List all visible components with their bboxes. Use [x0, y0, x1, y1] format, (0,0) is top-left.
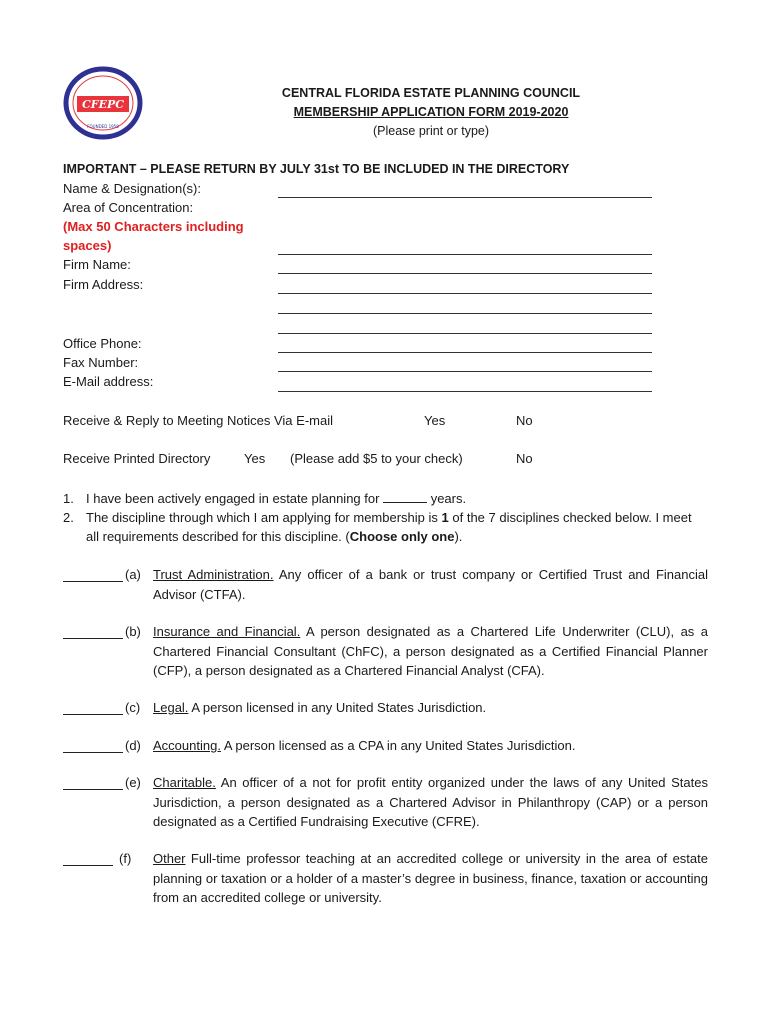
discipline-blank[interactable] — [63, 777, 123, 790]
firm-address-label: Firm Address: — [63, 277, 144, 292]
firm-address-field-1[interactable] — [278, 293, 652, 294]
name-label: Name & Designation(s): — [63, 181, 201, 196]
discipline-blank[interactable] — [63, 626, 123, 639]
area-field[interactable] — [278, 254, 652, 255]
printed-directory-no[interactable]: No — [516, 451, 533, 466]
council-logo — [63, 66, 143, 140]
office-phone-field[interactable] — [278, 352, 652, 353]
council-title: CENTRAL FLORIDA ESTATE PLANNING COUNCIL — [281, 86, 581, 100]
area-note: (Max 50 Characters including — [63, 219, 244, 234]
svg-text:CFEPC: CFEPC — [82, 98, 124, 111]
discipline-charitable: (e) Charitable. An officer of a not for profit entity organized under the laws of any United States Jurisdiction, a person designated as a Chartered Advisor in Philanthropy (CAP) or a person designated as a Certified Fundraising Executive (CFRE). — [63, 773, 708, 832]
firm-address-field-3[interactable] — [278, 333, 652, 334]
office-phone-label: Office Phone: — [63, 336, 142, 351]
svg-text:FOUNDED 1958: FOUNDED 1958 — [87, 124, 119, 129]
years-field[interactable] — [383, 490, 427, 503]
print-note: (Please print or type) — [372, 124, 490, 138]
meeting-notices-no[interactable]: No — [516, 413, 533, 428]
email-field[interactable] — [278, 391, 652, 392]
firm-name-field[interactable] — [278, 273, 652, 274]
discipline-blank[interactable] — [63, 853, 113, 866]
discipline-accounting: (d) Accounting. A person licensed as a CPA in any United States Jurisdiction. — [63, 736, 708, 756]
statement-2: 2. The discipline through which I am applying for membership is 1 of the 7 disciplines checked below. I meet all requirements described for this discipline. (Choose only one). — [63, 510, 692, 544]
form-title: MEMBERSHIP APPLICATION FORM 2019-2020 — [293, 105, 569, 119]
printed-directory-yes[interactable]: Yes — [244, 451, 266, 466]
discipline-blank[interactable] — [63, 702, 123, 715]
meeting-notices-yes[interactable]: Yes — [424, 413, 446, 428]
discipline-trust: (a) Trust Administration. Any officer of a bank or trust company or Certified Trust and Financial Advisor (CTFA). — [63, 565, 708, 604]
area-note-cont: spaces) — [63, 238, 112, 253]
discipline-legal: (c) Legal. A person licensed in any United States Jurisdiction. — [63, 698, 708, 718]
name-field[interactable] — [278, 197, 652, 198]
firm-address-field-2[interactable] — [278, 313, 652, 314]
discipline-other: (f) Other Full-time professor teaching at an accredited college or university in the area of estate planning or taxation or a holder of a master’s degree in business, finance, taxation or accounting from an accredited college or university. — [63, 849, 708, 908]
discipline-blank[interactable] — [63, 569, 123, 582]
important-notice: IMPORTANT – PLEASE RETURN BY JULY 31st TO BE INCLUDED IN THE DIRECTORY — [63, 162, 570, 176]
discipline-blank[interactable] — [63, 740, 123, 753]
meeting-notices-label: Receive & Reply to Meeting Notices Via E-mail — [63, 413, 333, 428]
discipline-insurance: (b) Insurance and Financial. A person designated as a Chartered Life Underwriter (CLU), as a Chartered Financial Consultant (ChFC), a person designated as a Certified Financial Planner (CFP), a person designated as a Chartered Financial Analyst (CFA). — [63, 622, 708, 681]
email-label: E-Mail address: — [63, 374, 154, 389]
directory-fee-note: (Please add $5 to your check) — [290, 451, 463, 466]
fax-field[interactable] — [278, 371, 652, 372]
area-label: Area of Concentration: — [63, 200, 194, 215]
printed-directory-label: Receive Printed Directory — [63, 451, 211, 466]
statement-1: 1. I have been actively engaged in estate planning for years. — [63, 491, 467, 506]
fax-label: Fax Number: — [63, 355, 139, 370]
firm-name-label: Firm Name: — [63, 257, 131, 272]
